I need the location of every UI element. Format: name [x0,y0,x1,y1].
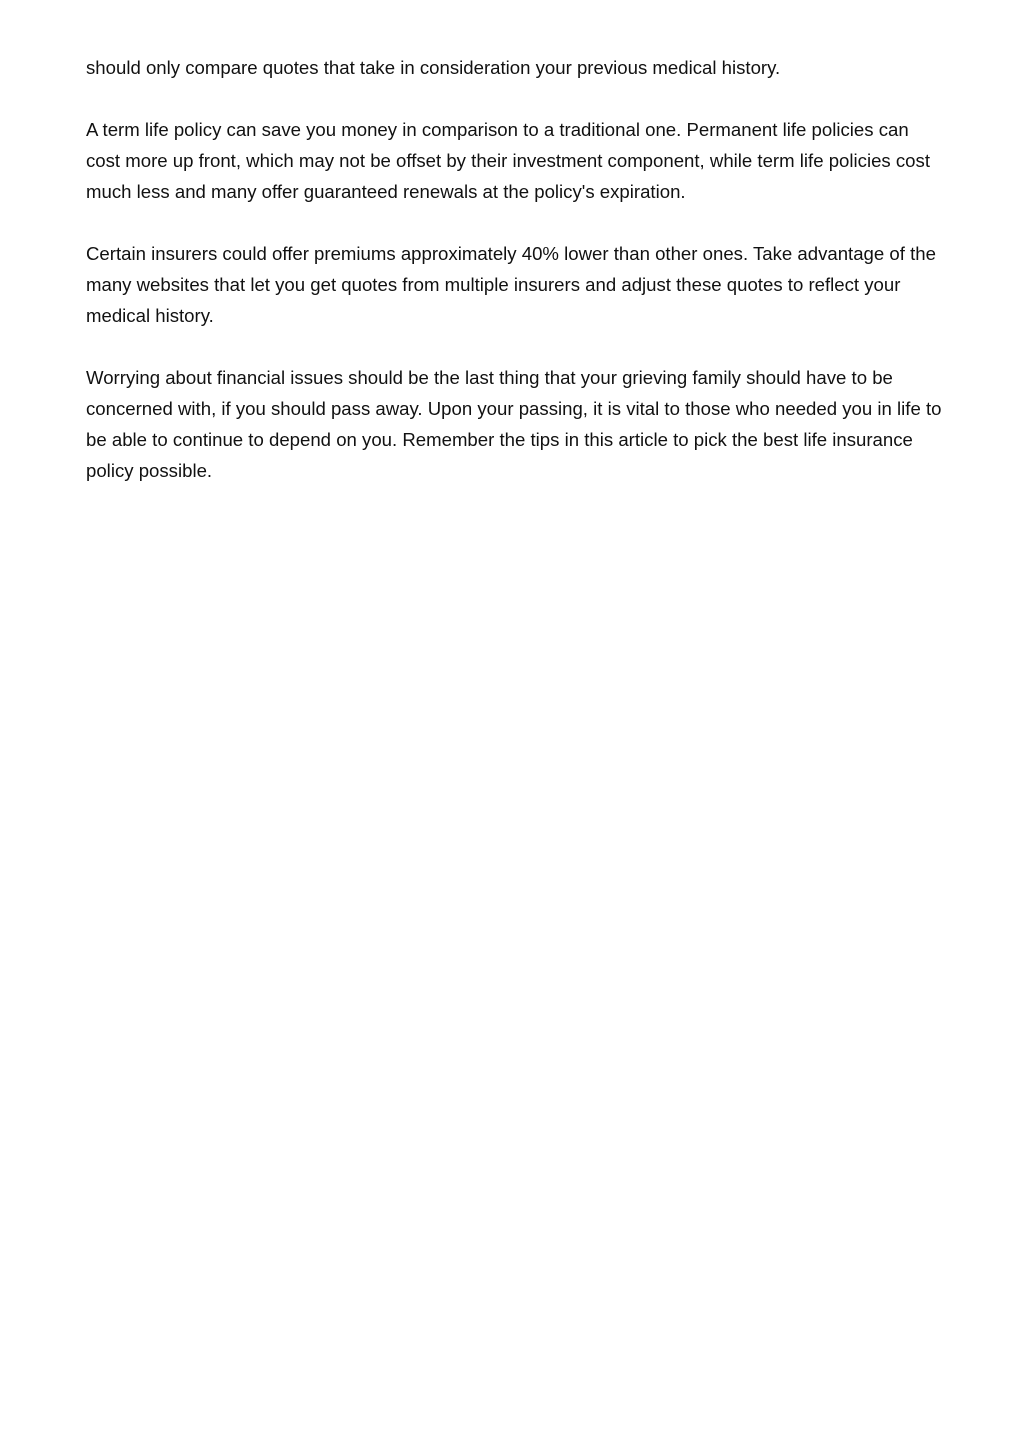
paragraph-family-financial-issues: Worrying about financial issues should be the last thing that your grieving family should have to be concerned with, if you should pass away. Upon your passing, it is vital to those who needed you in life to be able to continue to depend on you. Remember the tips in this article to pick the best life insurance policy possible. [86,367,942,481]
document-body [86,52,946,517]
paragraph-term-life-policy: A term life policy can save you money in comparison to a traditional one. Permanent life policies can cost more up front, which may not be offset by their investment component, while term life policies cost much less and many offer guaranteed renewals at the policy's expiration. [86,119,930,202]
paragraph-medical-history-continued: should only compare quotes that take in consideration your previous medical history. [86,57,781,78]
paragraph-insurer-premiums: Certain insurers could offer premiums approximately 40% lower than other ones. Take advantage of the many websites that let you get quotes from multiple insurers and adjust these quotes to reflect your medical history. [86,243,936,326]
